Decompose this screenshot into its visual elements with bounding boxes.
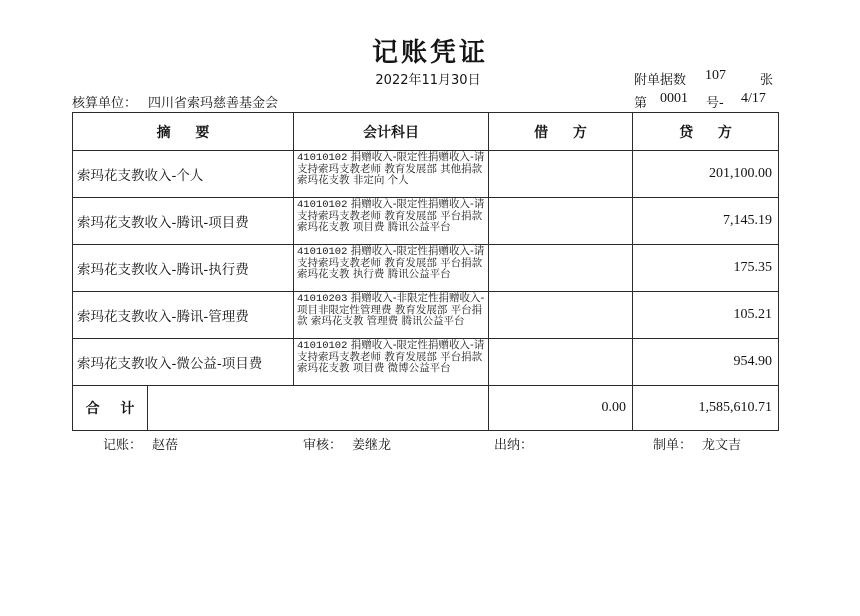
table-row — [73, 151, 779, 198]
reviewer-label: 审核： — [303, 438, 343, 453]
debit-cell — [489, 339, 633, 386]
voucher-no-prefix: 第 — [634, 96, 648, 111]
total-label: 合 计 — [85, 401, 143, 417]
credit-cell: 105.21 — [633, 292, 779, 339]
total-credit: 1,585,610.71 — [633, 386, 779, 431]
account-name: 捐赠收入-限定性捐赠收入-请支持索玛支教老师 教育发展部 平台捐款 索玛花支教 项目费 微博公益平台 — [297, 339, 485, 374]
table-row — [73, 339, 779, 386]
table-row — [73, 245, 779, 292]
attachments-unit: 张 — [760, 73, 774, 88]
debit-cell — [489, 198, 633, 245]
account-cell — [294, 292, 489, 339]
summary-cell: 索玛花支教收入-腾讯-项目费 — [73, 198, 294, 245]
voucher-no-separator: 号- — [706, 96, 724, 111]
account-name: 捐赠收入-限定性捐赠收入-请支持索玛支教老师 教育发展部 平台捐款 索玛花支教 项目费 腾讯公益平台 — [297, 198, 485, 233]
total-row — [73, 386, 779, 431]
cashier-label: 出纳： — [494, 438, 534, 453]
debit-cell — [489, 245, 633, 292]
account-cell — [294, 245, 489, 292]
credit-cell: 201,100.00 — [633, 151, 779, 198]
account-code: 41010203 — [297, 293, 348, 305]
credit-cell: 7,145.19 — [633, 198, 779, 245]
cashier — [494, 434, 533, 453]
voucher-date: 2022年11月30日 — [375, 73, 481, 88]
header-debit-label: 借 方 — [534, 124, 597, 141]
header-account-label: 会计科目 — [363, 124, 419, 141]
bookkeeper — [103, 434, 178, 453]
header-summary — [73, 113, 294, 151]
accounting-unit-name: 四川省索玛慈善基金会 — [148, 96, 279, 111]
total-label-cell — [73, 386, 148, 431]
preparer-label: 制单： — [653, 438, 693, 453]
voucher-title: 记账凭证 — [371, 38, 488, 68]
debit-cell — [489, 292, 633, 339]
account-code: 41010102 — [297, 246, 348, 258]
total-blank-cell — [148, 386, 489, 431]
account-cell — [294, 151, 489, 198]
preparer-name: 龙文吉 — [702, 438, 742, 453]
header-credit — [633, 113, 779, 151]
account-cell — [294, 198, 489, 245]
bookkeeper-label: 记账： — [103, 438, 143, 453]
voucher-table — [72, 112, 779, 431]
attachments-count: 107 — [705, 68, 726, 83]
account-code: 41010102 — [297, 340, 348, 352]
credit-cell: 954.90 — [633, 339, 779, 386]
account-cell — [294, 339, 489, 386]
summary-cell: 索玛花支教收入-微公益-项目费 — [73, 339, 294, 386]
credit-cell: 175.35 — [633, 245, 779, 292]
account-name: 捐赠收入-限定性捐赠收入-请支持索玛支教老师 教育发展部 其他捐款 索玛花支教 非定向 个人 — [297, 151, 485, 186]
table-header-row — [73, 113, 779, 151]
summary-cell: 索玛花支教收入-腾讯-管理费 — [73, 292, 294, 339]
reviewer — [303, 434, 391, 453]
summary-cell: 索玛花支教收入-腾讯-执行费 — [73, 245, 294, 292]
voucher-page: 4/17 — [741, 91, 766, 106]
debit-cell — [489, 151, 633, 198]
account-code: 41010102 — [297, 152, 348, 164]
preparer — [653, 434, 741, 453]
account-code: 41010102 — [297, 199, 348, 211]
header-debit — [489, 113, 633, 151]
summary-cell: 索玛花支教收入-个人 — [73, 151, 294, 198]
header-credit-label: 贷 方 — [679, 124, 742, 141]
bookkeeper-name: 赵蓓 — [152, 438, 179, 453]
table-row — [73, 198, 779, 245]
accounting-unit-label: 核算单位： — [72, 96, 138, 111]
reviewer-name: 姜继龙 — [352, 438, 392, 453]
header-summary-label: 摘 要 — [156, 124, 220, 141]
total-debit: 0.00 — [489, 386, 633, 431]
account-name: 捐赠收入-非限定性捐赠收入-项目非限定性管理费 教育发展部 平台捐款 索玛花支教 管理费 腾讯公益平台 — [297, 292, 485, 327]
table-row — [73, 292, 779, 339]
voucher-number: 0001 — [660, 91, 688, 106]
account-name: 捐赠收入-限定性捐赠收入-请支持索玛支教老师 教育发展部 平台捐款 索玛花支教 执行费 腾讯公益平台 — [297, 245, 485, 280]
attachments-label: 附单据数 — [634, 73, 687, 88]
header-account — [294, 113, 489, 151]
